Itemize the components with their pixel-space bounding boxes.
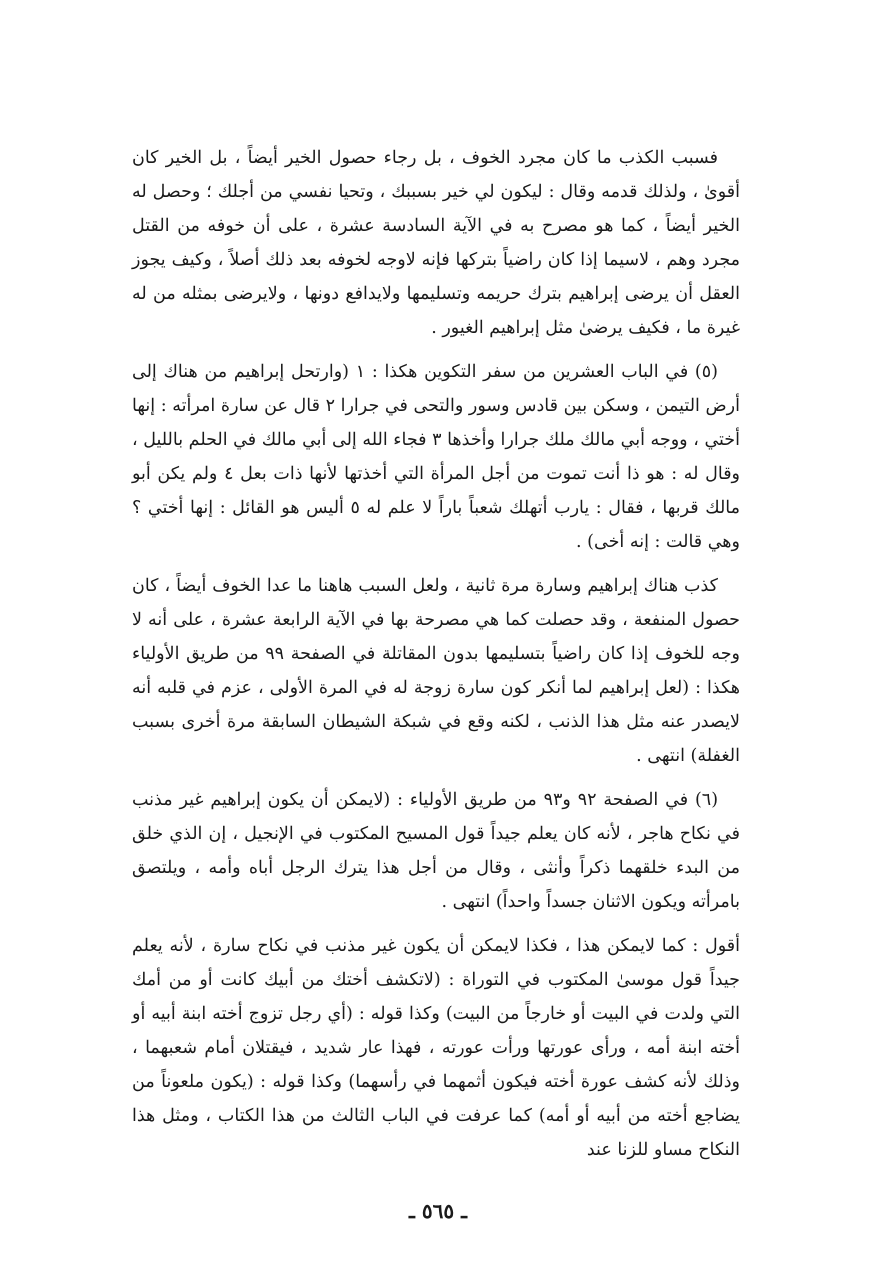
paragraph-4: (٦) في الصفحة ٩٢ و٩٣ من طريق الأولياء : (لايمكن أن يكون إبراهيم غير مذنب في نكاح هاجر ، لأنه كان يعلم جيداً قول المسيح المكتوب في الإنجيل ، إن الذي خلق من البدء خلقهما ذكراً وأنثى ، وقال من أجل هذا يترك الرجل أباه وأمه ، ويلتصق بامرأته ويكون الاثنان جسداً واحداً) انتهى . <box>132 790 740 912</box>
page-number: ـ ٥٦٥ ـ <box>409 1199 467 1223</box>
paragraph-5: أقول : كما لايمكن هذا ، فكذا لايمكن أن يكون غير مذنب في نكاح سارة ، لأنه يعلم جيداً قول موسىٰ المكتوب في التوراة : (لاتكشف أختك من أبيك كانت أو من أمك التي ولدت في البيت أو خارجاً من البيت) وكذا قوله : (أي رجل تزوج أخته ابنة أبيه أو أخته ابنة أمه ، ورأى عورتها ورأت عورته ، فهذا عار شديد ، فيقتلان أمام شعبهما ، وذلك لأنه كشف عورة أخته فيكون أثمهما في رأسهما) وكذا قوله : (يكون ملعوناً من يضاجع أخته من أبيه أو أمه) كما عرفت في الباب الثالث من هذا الكتاب ، ومثل هذا النكاح مساو للزنا عند <box>132 936 741 1160</box>
paragraph-1: فسبب الكذب ما كان مجرد الخوف ، بل رجاء حصول الخير أيضاً ، بل الخير كان أقوىٰ ، ولذلك قدمه وقال : ليكون لي خير بسببك ، وتحيا نفسي من أجلك ؛ وحصل له الخير أيضاً ، كما هو مصرح به في الآية السادسة عشرة ، على أن خوفه من القتل مجرد وهم ، لاسيما إذا كان راضياً بتركها فإنه لاوجه لخوفه بعد ذلك أصلاً ، وكيف يجوز العقل أن يرضى إبراهيم بترك حريمه وتسليمها ولايدافع دونها ، ولايرضى بمثله من له غيرة ما ، فكيف يرضىٰ مثل إبراهيم الغيور . <box>132 148 740 338</box>
paragraph-2: (٥) في الباب العشرين من سفر التكوين هكذا : ١ (وارتحل إبراهيم من هناك إلى أرض التيمن ، وسكن بين قادس وسور والتحى في جرارا ٢ قال عن سارة امرأته : إنها أختي ، ووجه أبي مالك ملك جرارا وأخذها ٣ فجاء الله إلى أبي مالك في الحلم بالليل ، وقال له : هو ذا أنت تموت من أجل المرأة التي أخذتها لأنها ذات بعل ٤ ولم يكن أبو مالك قربها ، فقال : يارب أتهلك شعباً باراً لا علم له ٥ أليس هو القائل : إنها أختي ؟ وهي قالت : إنه أخى) . <box>132 362 741 552</box>
page-body <box>132 141 740 1177</box>
paragraph-3: كذب هناك إبراهيم وسارة مرة ثانية ، ولعل السبب هاهنا ما عدا الخوف أيضاً ، كان حصول المنفعة ، وقد حصلت كما هي مصرحة بها في الآية الرابعة عشرة ، على أنه لا وجه للخوف إذا كان راضياً بتسليمها بدون المقاتلة في الصفحة ٩٩ من طريق الأولياء هكذا : (لعل إبراهيم لما أنكر كون سارة زوجة له في المرة الأولى ، عزم في قلبه أنه لايصدر عنه مثل هذا الذنب ، لكنه وقع في شبكة الشيطان السابقة مرة أخرى بسبب الغفلة) انتهى . <box>132 576 740 766</box>
